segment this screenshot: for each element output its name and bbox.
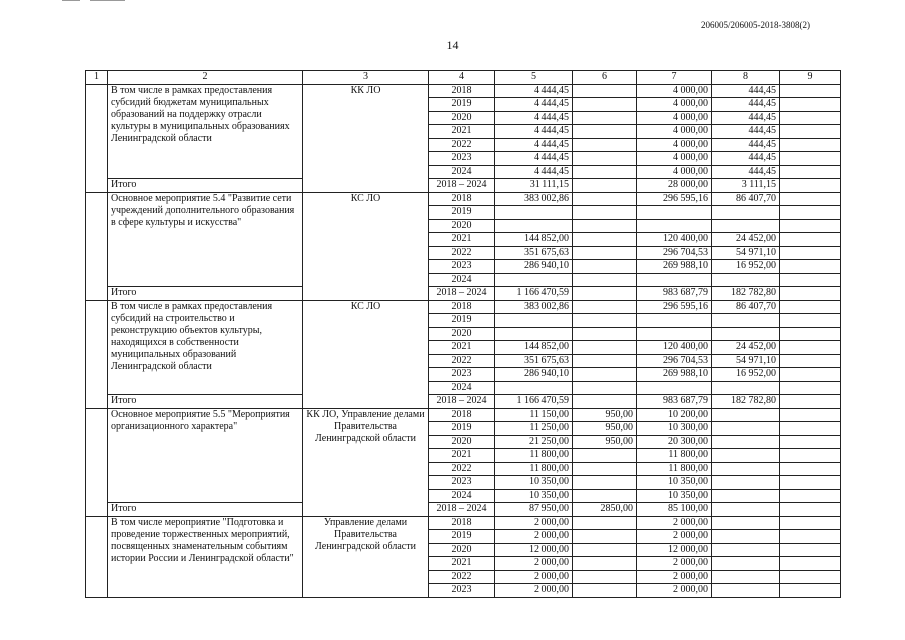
year-cell: 2022 <box>429 246 495 260</box>
amount-cell <box>780 489 841 503</box>
amount-cell: 296 595,16 <box>637 300 712 314</box>
amount-cell <box>573 246 637 260</box>
amount-cell <box>712 327 780 341</box>
total-amount-cell: 3 111,15 <box>712 179 780 193</box>
amount-cell: 54 971,10 <box>712 246 780 260</box>
amount-cell <box>573 152 637 166</box>
year-cell: 2024 <box>429 273 495 287</box>
amount-cell <box>780 354 841 368</box>
amount-cell: 286 940,10 <box>495 260 573 274</box>
amount-cell: 12 000,00 <box>495 543 573 557</box>
amount-cell <box>712 530 780 544</box>
amount-cell <box>780 543 841 557</box>
row-number-cell <box>86 84 108 192</box>
amount-cell: 2 000,00 <box>495 516 573 530</box>
amount-cell: 269 988,10 <box>637 368 712 382</box>
amount-cell <box>573 584 637 598</box>
amount-cell <box>495 327 573 341</box>
amount-cell <box>712 273 780 287</box>
amount-cell <box>712 570 780 584</box>
amount-cell <box>780 138 841 152</box>
amount-cell: 950,00 <box>573 408 637 422</box>
amount-cell: 444,45 <box>712 98 780 112</box>
amount-cell: 351 675,63 <box>495 354 573 368</box>
table-row <box>86 84 841 98</box>
amount-cell: 4 444,45 <box>495 138 573 152</box>
amount-cell <box>780 462 841 476</box>
year-cell: 2023 <box>429 368 495 382</box>
amount-cell: 24 452,00 <box>712 341 780 355</box>
total-amount-cell: 2850,00 <box>573 503 637 517</box>
amount-cell <box>573 543 637 557</box>
amount-cell <box>573 192 637 206</box>
amount-cell <box>780 192 841 206</box>
amount-cell: 21 250,00 <box>495 435 573 449</box>
total-label: Итого <box>108 395 303 409</box>
amount-cell: 296 595,16 <box>637 192 712 206</box>
year-cell: 2023 <box>429 476 495 490</box>
amount-cell <box>712 543 780 557</box>
total-amount-cell <box>712 503 780 517</box>
amount-cell <box>573 476 637 490</box>
amount-cell: 444,45 <box>712 84 780 98</box>
amount-cell <box>573 138 637 152</box>
amount-cell: 4 000,00 <box>637 165 712 179</box>
total-amount-cell: 182 782,80 <box>712 287 780 301</box>
amount-cell <box>780 165 841 179</box>
amount-cell <box>780 368 841 382</box>
year-cell: 2021 <box>429 233 495 247</box>
year-cell: 2019 <box>429 98 495 112</box>
amount-cell <box>712 557 780 571</box>
amount-cell: 286 940,10 <box>495 368 573 382</box>
total-amount-cell <box>573 287 637 301</box>
amount-cell <box>780 98 841 112</box>
amount-cell <box>780 449 841 463</box>
amount-cell <box>712 584 780 598</box>
amount-cell <box>712 449 780 463</box>
amount-cell <box>780 260 841 274</box>
amount-cell: 4 000,00 <box>637 125 712 139</box>
year-cell: 2018 <box>429 300 495 314</box>
year-cell: 2022 <box>429 462 495 476</box>
amount-cell <box>637 206 712 220</box>
total-amount-cell: 28 000,00 <box>637 179 712 193</box>
year-cell: 2020 <box>429 543 495 557</box>
measure-name: В том числе мероприятие "Подготовка и проведение торжественных мероприятий, посвященных знаменательным событиям истории России и Ленинградской области" <box>108 516 303 597</box>
measure-name: Основное мероприятие 5.5 "Мероприятия организационного характера" <box>108 408 303 503</box>
amount-cell <box>780 246 841 260</box>
year-cell: 2024 <box>429 165 495 179</box>
amount-cell <box>780 314 841 328</box>
period-cell: 2018 – 2024 <box>429 395 495 409</box>
amount-cell <box>712 462 780 476</box>
amount-cell <box>573 449 637 463</box>
amount-cell: 950,00 <box>573 435 637 449</box>
total-amount-cell <box>573 179 637 193</box>
amount-cell <box>780 84 841 98</box>
amount-cell <box>573 165 637 179</box>
total-amount-cell <box>780 395 841 409</box>
amount-cell <box>780 111 841 125</box>
amount-cell: 4 000,00 <box>637 84 712 98</box>
amount-cell: 2 000,00 <box>495 584 573 598</box>
amount-cell: 4 444,45 <box>495 125 573 139</box>
table-row <box>86 192 841 206</box>
amount-cell <box>780 341 841 355</box>
amount-cell <box>573 516 637 530</box>
table-row <box>86 408 841 422</box>
amount-cell: 2 000,00 <box>637 584 712 598</box>
amount-cell: 11 800,00 <box>495 462 573 476</box>
measure-name: В том числе в рамках предоставления субсидий на строительство и реконструкцию объектов культуры, находящихся в собственности муниципальных образований Ленинградской области <box>108 300 303 395</box>
amount-cell <box>712 476 780 490</box>
amount-cell <box>495 381 573 395</box>
amount-cell: 950,00 <box>573 422 637 436</box>
total-amount-cell <box>780 287 841 301</box>
amount-cell <box>637 219 712 233</box>
amount-cell <box>573 341 637 355</box>
amount-cell: 4 444,45 <box>495 84 573 98</box>
amount-cell <box>573 84 637 98</box>
amount-cell <box>780 584 841 598</box>
amount-cell: 351 675,63 <box>495 246 573 260</box>
year-cell: 2022 <box>429 138 495 152</box>
year-cell: 2024 <box>429 381 495 395</box>
amount-cell: 4 444,45 <box>495 165 573 179</box>
amount-cell <box>712 381 780 395</box>
year-cell: 2018 <box>429 84 495 98</box>
amount-cell <box>780 422 841 436</box>
amount-cell: 120 400,00 <box>637 341 712 355</box>
executor: КС ЛО <box>303 300 429 408</box>
year-cell: 2023 <box>429 152 495 166</box>
executor: КС ЛО <box>303 192 429 300</box>
total-amount-cell: 983 687,79 <box>637 287 712 301</box>
amount-cell <box>573 125 637 139</box>
measure-name: В том числе в рамках предоставления субсидий бюджетам муниципальных образований на поддержку отрасли культуры в муниципальных образованиях Ленинградской области <box>108 84 303 179</box>
amount-cell <box>573 260 637 274</box>
total-amount-cell <box>780 179 841 193</box>
amount-cell <box>637 327 712 341</box>
year-cell: 2020 <box>429 435 495 449</box>
year-cell: 2020 <box>429 327 495 341</box>
amount-cell: 444,45 <box>712 125 780 139</box>
year-cell: 2018 <box>429 516 495 530</box>
column-number: 1 <box>86 71 108 85</box>
amount-cell: 444,45 <box>712 165 780 179</box>
column-number-row <box>86 71 841 85</box>
column-number: 7 <box>637 71 712 85</box>
amount-cell: 383 002,86 <box>495 192 573 206</box>
column-number: 5 <box>495 71 573 85</box>
total-amount-cell: 182 782,80 <box>712 395 780 409</box>
amount-cell: 10 350,00 <box>637 489 712 503</box>
amount-cell <box>495 314 573 328</box>
amount-cell: 16 952,00 <box>712 260 780 274</box>
amount-cell <box>712 219 780 233</box>
total-amount-cell: 1 166 470,59 <box>495 395 573 409</box>
total-amount-cell: 87 950,00 <box>495 503 573 517</box>
year-cell: 2020 <box>429 219 495 233</box>
row-number-cell <box>86 516 108 597</box>
year-cell: 2024 <box>429 489 495 503</box>
amount-cell <box>573 368 637 382</box>
year-cell: 2023 <box>429 584 495 598</box>
amount-cell: 2 000,00 <box>637 557 712 571</box>
amount-cell: 86 407,70 <box>712 192 780 206</box>
total-row <box>86 287 841 301</box>
amount-cell <box>573 206 637 220</box>
column-number: 4 <box>429 71 495 85</box>
amount-cell: 4 444,45 <box>495 111 573 125</box>
amount-cell <box>573 233 637 247</box>
amount-cell <box>573 489 637 503</box>
page-number: 14 <box>446 38 459 52</box>
executor: КК ЛО <box>303 84 429 192</box>
amount-cell: 2 000,00 <box>637 530 712 544</box>
amount-cell <box>573 300 637 314</box>
row-number-cell <box>86 300 108 408</box>
total-row <box>86 503 841 517</box>
period-cell: 2018 – 2024 <box>429 179 495 193</box>
amount-cell <box>712 516 780 530</box>
year-cell: 2023 <box>429 260 495 274</box>
amount-cell <box>573 570 637 584</box>
amount-cell: 2 000,00 <box>495 570 573 584</box>
year-cell: 2019 <box>429 422 495 436</box>
total-row <box>86 179 841 193</box>
amount-cell <box>573 530 637 544</box>
amount-cell <box>712 408 780 422</box>
scan-edge-mark <box>90 0 125 1</box>
year-cell: 2018 <box>429 408 495 422</box>
year-cell: 2021 <box>429 125 495 139</box>
amount-cell: 383 002,86 <box>495 300 573 314</box>
amount-cell <box>637 314 712 328</box>
year-cell: 2021 <box>429 341 495 355</box>
amount-cell <box>780 152 841 166</box>
period-cell: 2018 – 2024 <box>429 287 495 301</box>
table-row <box>86 516 841 530</box>
amount-cell: 144 852,00 <box>495 341 573 355</box>
amount-cell <box>780 557 841 571</box>
amount-cell <box>573 314 637 328</box>
amount-cell: 296 704,53 <box>637 354 712 368</box>
total-amount-cell: 983 687,79 <box>637 395 712 409</box>
amount-cell <box>780 300 841 314</box>
amount-cell: 2 000,00 <box>495 530 573 544</box>
amount-cell: 10 200,00 <box>637 408 712 422</box>
measure-name: Основное мероприятие 5.4 "Развитие сети учреждений дополнительного образования в сфере культуры и искусства" <box>108 192 303 287</box>
amount-cell: 11 150,00 <box>495 408 573 422</box>
amount-cell: 11 800,00 <box>495 449 573 463</box>
amount-cell <box>637 273 712 287</box>
amount-cell: 11 250,00 <box>495 422 573 436</box>
total-amount-cell: 85 100,00 <box>637 503 712 517</box>
period-cell: 2018 – 2024 <box>429 503 495 517</box>
amount-cell: 10 300,00 <box>637 422 712 436</box>
amount-cell: 144 852,00 <box>495 233 573 247</box>
year-cell: 2021 <box>429 557 495 571</box>
amount-cell: 4 000,00 <box>637 152 712 166</box>
amount-cell <box>495 219 573 233</box>
amount-cell: 86 407,70 <box>712 300 780 314</box>
total-amount-cell <box>780 503 841 517</box>
amount-cell: 120 400,00 <box>637 233 712 247</box>
budget-table <box>85 70 841 598</box>
column-number: 9 <box>780 71 841 85</box>
year-cell: 2021 <box>429 449 495 463</box>
amount-cell <box>637 381 712 395</box>
amount-cell <box>712 435 780 449</box>
amount-cell <box>780 125 841 139</box>
total-label: Итого <box>108 179 303 193</box>
amount-cell <box>712 489 780 503</box>
amount-cell: 4 000,00 <box>637 111 712 125</box>
amount-cell <box>780 327 841 341</box>
executor: КК ЛО, Управление делами Правительства Ленинградской области <box>303 408 429 516</box>
amount-cell <box>573 98 637 112</box>
amount-cell: 10 350,00 <box>495 489 573 503</box>
amount-cell <box>495 206 573 220</box>
executor: Управление делами Правительства Ленинградской области <box>303 516 429 597</box>
amount-cell: 296 704,53 <box>637 246 712 260</box>
amount-cell: 4 000,00 <box>637 138 712 152</box>
amount-cell: 4 444,45 <box>495 98 573 112</box>
amount-cell <box>573 219 637 233</box>
column-number: 2 <box>108 71 303 85</box>
amount-cell: 20 300,00 <box>637 435 712 449</box>
total-label: Итого <box>108 503 303 517</box>
total-amount-cell <box>573 395 637 409</box>
table-body <box>86 71 841 598</box>
amount-cell: 16 952,00 <box>712 368 780 382</box>
amount-cell: 10 350,00 <box>637 476 712 490</box>
year-cell: 2022 <box>429 354 495 368</box>
amount-cell <box>780 233 841 247</box>
amount-cell <box>573 111 637 125</box>
amount-cell: 444,45 <box>712 138 780 152</box>
amount-cell: 12 000,00 <box>637 543 712 557</box>
year-cell: 2019 <box>429 314 495 328</box>
row-number-cell <box>86 408 108 516</box>
total-amount-cell: 31 111,15 <box>495 179 573 193</box>
amount-cell: 54 971,10 <box>712 354 780 368</box>
amount-cell: 2 000,00 <box>495 557 573 571</box>
total-label: Итого <box>108 287 303 301</box>
amount-cell <box>573 354 637 368</box>
row-number-cell <box>86 192 108 300</box>
amount-cell <box>780 206 841 220</box>
amount-cell <box>780 381 841 395</box>
amount-cell <box>712 422 780 436</box>
year-cell: 2019 <box>429 206 495 220</box>
total-row <box>86 395 841 409</box>
amount-cell <box>780 273 841 287</box>
amount-cell: 2 000,00 <box>637 570 712 584</box>
amount-cell <box>573 381 637 395</box>
document-reference: 206005/206005-2018-3808(2) <box>701 20 810 30</box>
amount-cell: 11 800,00 <box>637 449 712 463</box>
amount-cell <box>573 273 637 287</box>
amount-cell <box>780 408 841 422</box>
year-cell: 2020 <box>429 111 495 125</box>
amount-cell <box>780 476 841 490</box>
amount-cell <box>495 273 573 287</box>
amount-cell <box>780 530 841 544</box>
amount-cell <box>573 327 637 341</box>
amount-cell: 444,45 <box>712 111 780 125</box>
column-number: 3 <box>303 71 429 85</box>
column-number: 8 <box>712 71 780 85</box>
column-number: 6 <box>573 71 637 85</box>
amount-cell <box>780 570 841 584</box>
amount-cell: 11 800,00 <box>637 462 712 476</box>
amount-cell <box>780 516 841 530</box>
amount-cell <box>780 219 841 233</box>
year-cell: 2019 <box>429 530 495 544</box>
amount-cell: 269 988,10 <box>637 260 712 274</box>
amount-cell <box>573 462 637 476</box>
amount-cell <box>712 314 780 328</box>
amount-cell: 444,45 <box>712 152 780 166</box>
amount-cell <box>573 557 637 571</box>
table-row <box>86 300 841 314</box>
year-cell: 2018 <box>429 192 495 206</box>
total-amount-cell: 1 166 470,59 <box>495 287 573 301</box>
scan-edge-mark <box>62 0 80 1</box>
amount-cell: 4 444,45 <box>495 152 573 166</box>
amount-cell <box>780 435 841 449</box>
amount-cell: 2 000,00 <box>637 516 712 530</box>
amount-cell <box>712 206 780 220</box>
amount-cell: 10 350,00 <box>495 476 573 490</box>
amount-cell: 4 000,00 <box>637 98 712 112</box>
year-cell: 2022 <box>429 570 495 584</box>
amount-cell: 24 452,00 <box>712 233 780 247</box>
